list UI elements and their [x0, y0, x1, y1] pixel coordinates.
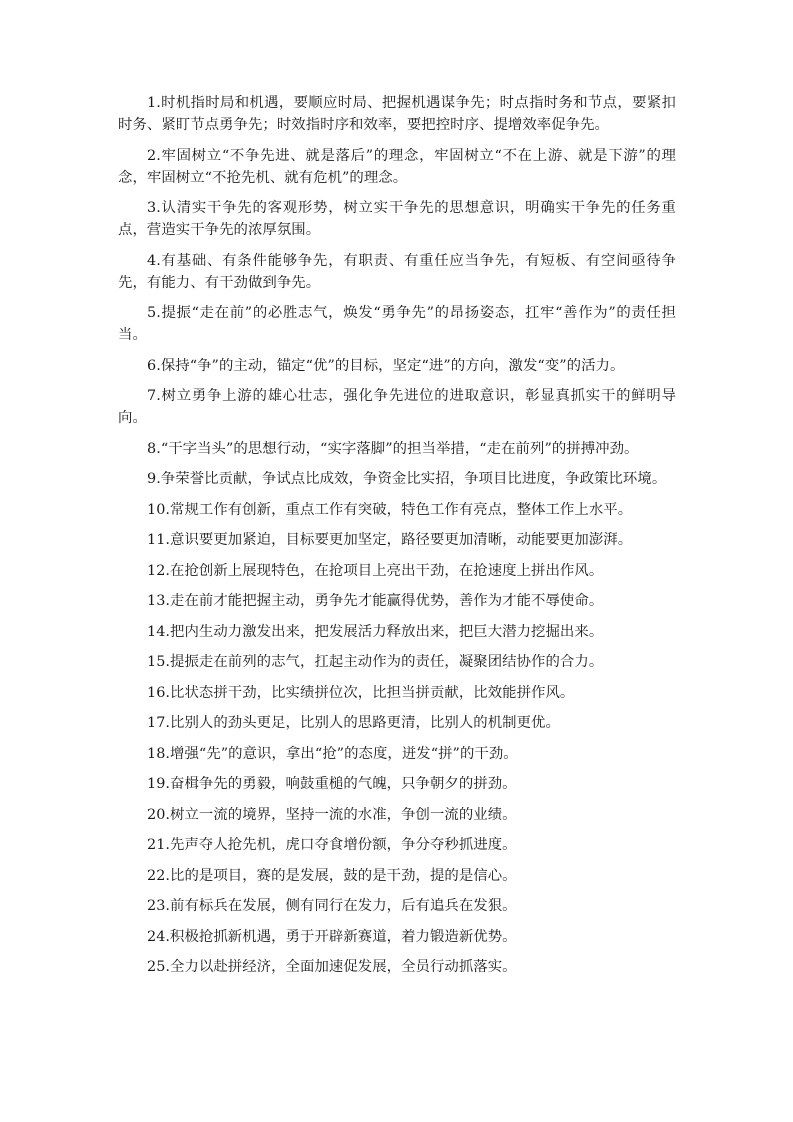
paragraph-3: 3.认清实干争先的客观形势，树立实干争先的思想意识，明确实干争先的任务重点，营造实干争先的浓厚氛围。	[118, 200, 676, 238]
paragraph-11: 11.意识要更加紧迫，目标要更加坚定，路径要更加清晰，动能要更加澎湃。	[147, 532, 633, 548]
paragraph-23: 23.前有标兵在发展，侧有同行在发力，后有追兵在发狠。	[147, 898, 517, 914]
paragraph-18: 18.增强“先”的意识，拿出“抢”的态度，迸发“拼”的干劲。	[147, 745, 518, 762]
paragraph-10: 10.常规工作有创新，重点工作有突破，特色工作有亮点，整体工作上水平。	[147, 501, 633, 518]
paragraph-15: 15.提振走在前列的志气，扛起主动作为的责任，凝聚团结协作的合力。	[147, 654, 604, 670]
paragraph-19: 19.奋楫争先的勇毅，响鼓重槌的气魄，只争朝夕的拼劲。	[147, 776, 517, 792]
paragraph-9: 9.争荣誉比贡献，争试点比成效，争资金比实招，争项目比进度，争政策比环境。	[147, 471, 667, 487]
paragraph-2: 2.牢固树立“不争先进、就是落后”的理念，牢固树立“不在上游、就是下游”的理念，牢固树立“不抢先机、就有危机”的理念。	[118, 147, 676, 186]
paragraph-21: 21.先声夺人抢先机，虎口夺食增份额，争分夺秒抓进度。	[147, 837, 517, 853]
paragraph-24: 24.积极抢抓新机遇，勇于开辟新赛道，着力锻造新优势。	[147, 928, 517, 945]
paragraph-17: 17.比别人的劲头更足，比别人的思路更清，比别人的机制更优。	[147, 715, 560, 731]
paragraph-22: 22.比的是项目，赛的是发展，鼓的是干劲，提的是信心。	[147, 867, 517, 884]
paragraph-13: 13.走在前才能把握主动，勇争先才能赢得优势，善作为才能不辱使命。	[147, 593, 604, 609]
paragraph-14: 14.把内生动力激发出来，把发展活力释放出来，把巨大潜力挖掘出来。	[147, 623, 604, 640]
paragraph-8: 8.“干字当头”的思想行动，“实字落脚”的担当举措，“走在前列”的拼搏冲劲。	[147, 440, 639, 457]
document-page	[118, 92, 676, 987]
paragraph-16: 16.比状态拼干劲，比实绩拼位次，比担当拼贡献，比效能拼作风。	[147, 684, 575, 701]
paragraph-6: 6.保持“争”的主动，锚定“优”的目标，坚定“进”的方向，激发“变”的活力。	[147, 357, 625, 374]
paragraph-4: 4.有基础、有条件能够争先，有职责、有重任应当争先，有短板、有空间亟待争先，有能力、有干劲做到争先。	[118, 252, 676, 291]
paragraph-12: 12.在抢创新上展现特色，在抢项目上亮出干劲，在抢速度上拼出作风。	[147, 562, 604, 579]
paragraph-7: 7.树立勇争上游的雄心壮志，强化争先进位的进取意识，彰显真抓实干的鲜明导向。	[118, 388, 676, 426]
paragraph-20: 20.树立一流的境界，坚持一流的水准，争创一流的业绩。	[147, 806, 517, 823]
paragraph-25: 25.全力以赴拼经济，全面加速促发展，全员行动抓落实。	[147, 959, 517, 975]
paragraph-5: 5.提振“走在前”的必胜志气，焕发“勇争先”的昂扬姿态，扛牢“善作为”的责任担当。	[118, 305, 676, 343]
paragraph-1: 1.时机指时局和机遇，要顺应时局、把握机遇谋争先；时点指时务和节点，要紧扣时务、紧盯节点勇争先；时效指时序和效率，要把控时序、提增效率促争先。	[118, 95, 676, 133]
